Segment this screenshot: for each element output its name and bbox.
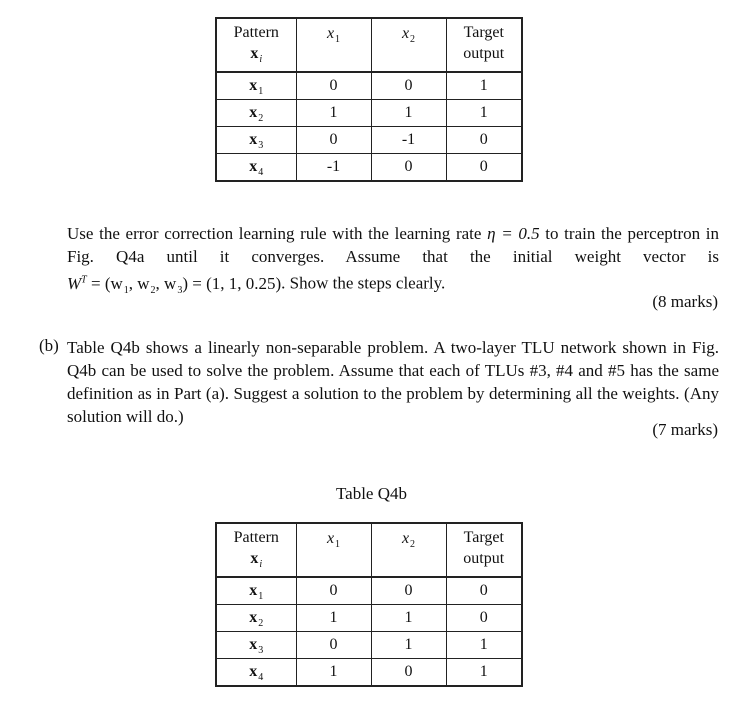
table-row: $x_3$ 0 1 1: [216, 632, 522, 659]
table-q4b-caption: Table Q4b: [335, 484, 408, 503]
part-a-marks: (8 marks): [652, 292, 718, 311]
header-pattern: Pattern $x_i$: [216, 523, 296, 577]
header-x2: $x_2$: [371, 523, 446, 577]
table-header-row: [216, 523, 522, 577]
header-x2: $x_2$: [371, 18, 446, 72]
table-row: $x_4$ -1 0 0: [216, 154, 522, 182]
header-pattern: Pattern $x_i$: [216, 18, 296, 72]
table-q4b: [215, 522, 523, 687]
part-b-marks: (7 marks): [652, 420, 718, 439]
table-row: $x_1$ 0 0 0: [216, 577, 522, 605]
part-b-text: Table Q4b shows a linearly non-separable problem. A two-layer TLU network shown in Fig. Q4b can be used to solve the problem. Assume that each of TLUs #3, #4 and #5 has the same definition as in Part (a). Suggest a solution to the problem by determining all the weights. (Any solution will do.): [67, 338, 719, 426]
table-row: $x_2$ 1 1 0: [216, 605, 522, 632]
table-row: $x_4$ 1 0 1: [216, 659, 522, 687]
part-b-label: (b): [39, 336, 59, 355]
header-x1: $x_1$: [296, 523, 371, 577]
table-header-row: [216, 18, 522, 72]
header-target: Target output: [446, 18, 522, 72]
eta-equation: η = 0.5: [487, 224, 540, 243]
header-target: Target output: [446, 523, 522, 577]
table-row: $x_1$ 0 0 1: [216, 72, 522, 100]
table-q4a: [215, 17, 523, 182]
table-row: $x_3$ 0 -1 0: [216, 127, 522, 154]
table-row: $x_2$ 1 1 1: [216, 100, 522, 127]
weight-equation: $W^T = (w_1$, $w_2$, $w_3) = (1$, 1, 0.25): [67, 273, 282, 296]
part-a-text: Use the error correction learning rule with the learning rate η = 0.5 to train the perceptron in Fig. Q4a until it converges. Assume that the initial weight vector is $W^T = (w_1$, $w_2$, $w_3) = (1$, 1, 0.25). Show the steps clearly.: [67, 224, 720, 296]
header-x1: $x_1$: [296, 18, 371, 72]
